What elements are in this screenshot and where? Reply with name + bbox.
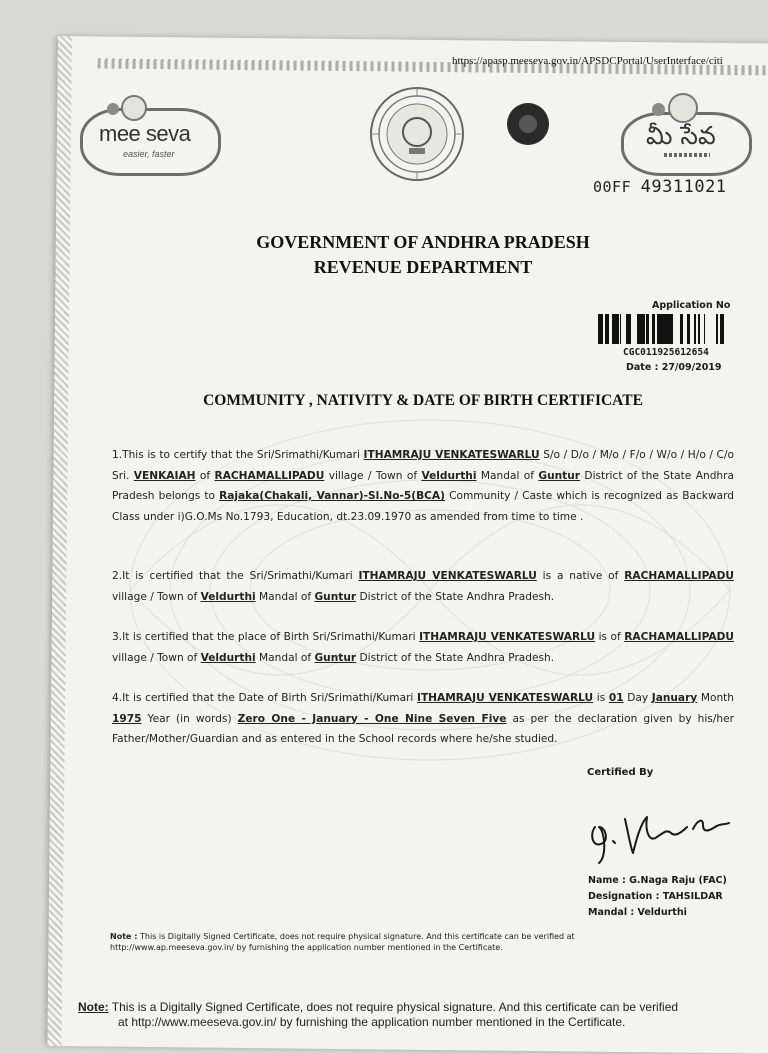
logo-text-telugu: మీ సేవ <box>646 121 716 150</box>
barcode-bar <box>646 314 649 344</box>
state-emblem-icon <box>369 86 465 182</box>
village-name: RACHAMALLIPADU <box>624 631 735 643</box>
barcode-bar <box>698 314 699 344</box>
holder-name: ITHAMRAJU VENKATESWARLU <box>363 449 540 461</box>
barcode-bar <box>612 314 614 344</box>
paragraph-birthplace: 3.It is certified that the place of Birth Sri/Srimathi/Kumari ITHAMRAJU VENKATESWARLU is of RACHAMALLIPADU village / Town of Veldurthi Mandal of Guntur District of the State Andhra Pradesh. <box>112 631 735 664</box>
date-value: 27/09/2019 <box>661 362 722 373</box>
mee-seva-logo <box>80 108 221 176</box>
barcode-bar <box>721 314 724 344</box>
district-name: Guntur <box>538 469 581 482</box>
barcode <box>598 314 728 344</box>
certificate-serial <box>593 177 727 197</box>
signatory-name: Name : G.Naga Raju (FAC) <box>588 875 727 886</box>
government-title: GOVERNMENT OF ANDHRA PRADESH <box>256 232 590 252</box>
signatory-mandal: Mandal : Veldurthi <box>588 907 687 918</box>
footer-note: Note: This is a Digitally Signed Certificate, does not require physical signature. And this certificate can be verified at http://www.meeseva.gov.in/ by furnishing the application number mentioned in the Certificate. <box>78 1000 679 1029</box>
handwritten-signature <box>585 797 735 867</box>
signatory-designation: Designation : TAHSILDAR <box>588 891 723 902</box>
barcode-bar <box>642 314 645 344</box>
paragraph-nativity: 2.It is certified that the Sri/Srimathi/Kumari ITHAMRAJU VENKATESWARLU is a native of RACHAMALLIPADU village / Town of Veldurthi Mandal of Guntur District of the State Andhra Pradesh. <box>112 570 734 603</box>
barcode-bar <box>666 314 669 344</box>
barcode-bar <box>600 314 602 344</box>
holder-name: ITHAMRAJU VENKATESWARLU <box>358 570 537 582</box>
barcode-bar <box>704 314 705 344</box>
department-title: REVENUE DEPARTMENT <box>313 257 533 277</box>
barcode-bar <box>694 314 696 344</box>
round-seal-icon <box>507 103 549 145</box>
logo-mascot-icon <box>652 103 665 116</box>
certified-by-label: Certified By <box>587 767 654 778</box>
application-number-label: Application No <box>652 300 731 311</box>
mandal-name: Veldurthi <box>200 590 256 603</box>
logo-tagline-telugu <box>664 153 710 157</box>
barcode-bar <box>662 314 665 344</box>
barcode-bar <box>628 314 629 344</box>
barcode-bar <box>652 314 655 344</box>
mandal-name: Veldurthi <box>200 651 256 664</box>
barcode-bar <box>626 314 628 344</box>
certificate-title: COMMUNITY , NATIVITY & DATE OF BIRTH CERTIFICATE <box>203 392 643 409</box>
barcode-bar <box>614 314 617 344</box>
serial-prefix: 00FF <box>593 178 632 196</box>
father-name: VENKAIAH <box>133 469 196 482</box>
serial-number: 49311021 <box>640 177 727 197</box>
logo-emblem-icon <box>121 95 147 121</box>
holder-name: ITHAMRAJU VENKATESWARLU <box>417 692 594 704</box>
village-name: RACHAMALLIPADU <box>214 469 325 482</box>
district-name: Guntur <box>314 651 357 664</box>
logo-text: mee seva <box>99 121 191 146</box>
barcode-bar <box>659 314 662 344</box>
logo-emblem-icon <box>668 93 698 123</box>
logo-tagline: easier, faster <box>123 149 175 159</box>
application-date <box>626 362 722 373</box>
birth-year: 1975 <box>112 712 142 725</box>
birth-day: 01 <box>608 692 624 704</box>
mandal-name: Veldurthi <box>421 469 477 482</box>
barcode-bar <box>620 314 621 344</box>
barcode-bar <box>671 314 673 344</box>
barcode-bar <box>637 314 639 344</box>
mee-seva-telugu-logo <box>621 112 752 176</box>
barcode-bar <box>639 314 642 344</box>
logo-mascot-icon <box>107 103 119 115</box>
paragraph-date-of-birth: 4.It is certified that the Date of Birth Sri/Srimathi/Kumari ITHAMRAJU VENKATESWARLU is 01 Day January Month 1975 Year (in words) Zero One - January - One Nine Seven Five as per the declaration given by his/her Father/Mother/Guardian and as entered in the School records where he/she studied. <box>112 692 735 745</box>
barcode-bar <box>598 314 600 344</box>
district-name: Guntur <box>314 590 357 603</box>
barcode-bar <box>665 314 666 344</box>
village-name: RACHAMALLIPADU <box>624 570 734 582</box>
barcode-bar <box>605 314 608 344</box>
barcode-bar <box>617 314 619 344</box>
barcode-bar <box>716 314 718 344</box>
barcode-bar <box>687 314 690 344</box>
application-number: CGC011925612654 <box>623 347 709 358</box>
digital-signature-note: Note : This is Digitally Signed Certificate, does not require physical signature. And this certificate can be verified at http://www.ap.meeseva.gov.in/ by furnishing the application number mentioned in the Certificate. <box>110 932 575 952</box>
birth-month: January <box>651 692 698 704</box>
barcode-bar <box>669 314 671 344</box>
community-name: Rajaka(Chakali, Vannar)-Sl.No-5(BCA) <box>219 490 445 502</box>
barcode-bar <box>629 314 631 344</box>
paragraph-community: 1.This is to certify that the Sri/Srimathi/Kumari ITHAMRAJU VENKATESWARLU S/o / D/o / M/o / F/o / W/o / H/o / C/o Sri. VENKAIAH of RACHAMALLIPADU village / Town of Veldurthi Mandal of Guntur District of the State Andhra Pradesh belongs to Rajaka(Chakali, Vannar)-Sl.No-5(BCA) Community / Caste which is recognized as Backward Class under i)G.O.Ms No.1793, Education, dt.23.09.1970 as amended from time to time . <box>112 449 735 523</box>
barcode-bar <box>720 314 721 344</box>
barcode-bar <box>608 314 609 344</box>
barcode-bar <box>602 314 603 344</box>
holder-name: ITHAMRAJU VENKATESWARLU <box>419 631 596 643</box>
barcode-bar <box>699 314 700 344</box>
birth-date-in-words: Zero One - January - One Nine Seven Five <box>237 712 507 725</box>
barcode-bar <box>657 314 659 344</box>
page-url: https://apasp.meeseva.gov.in/APSDCPortal/UserInterface/citi <box>452 55 723 67</box>
barcode-bar <box>680 314 683 344</box>
date-label: Date : <box>626 362 659 373</box>
